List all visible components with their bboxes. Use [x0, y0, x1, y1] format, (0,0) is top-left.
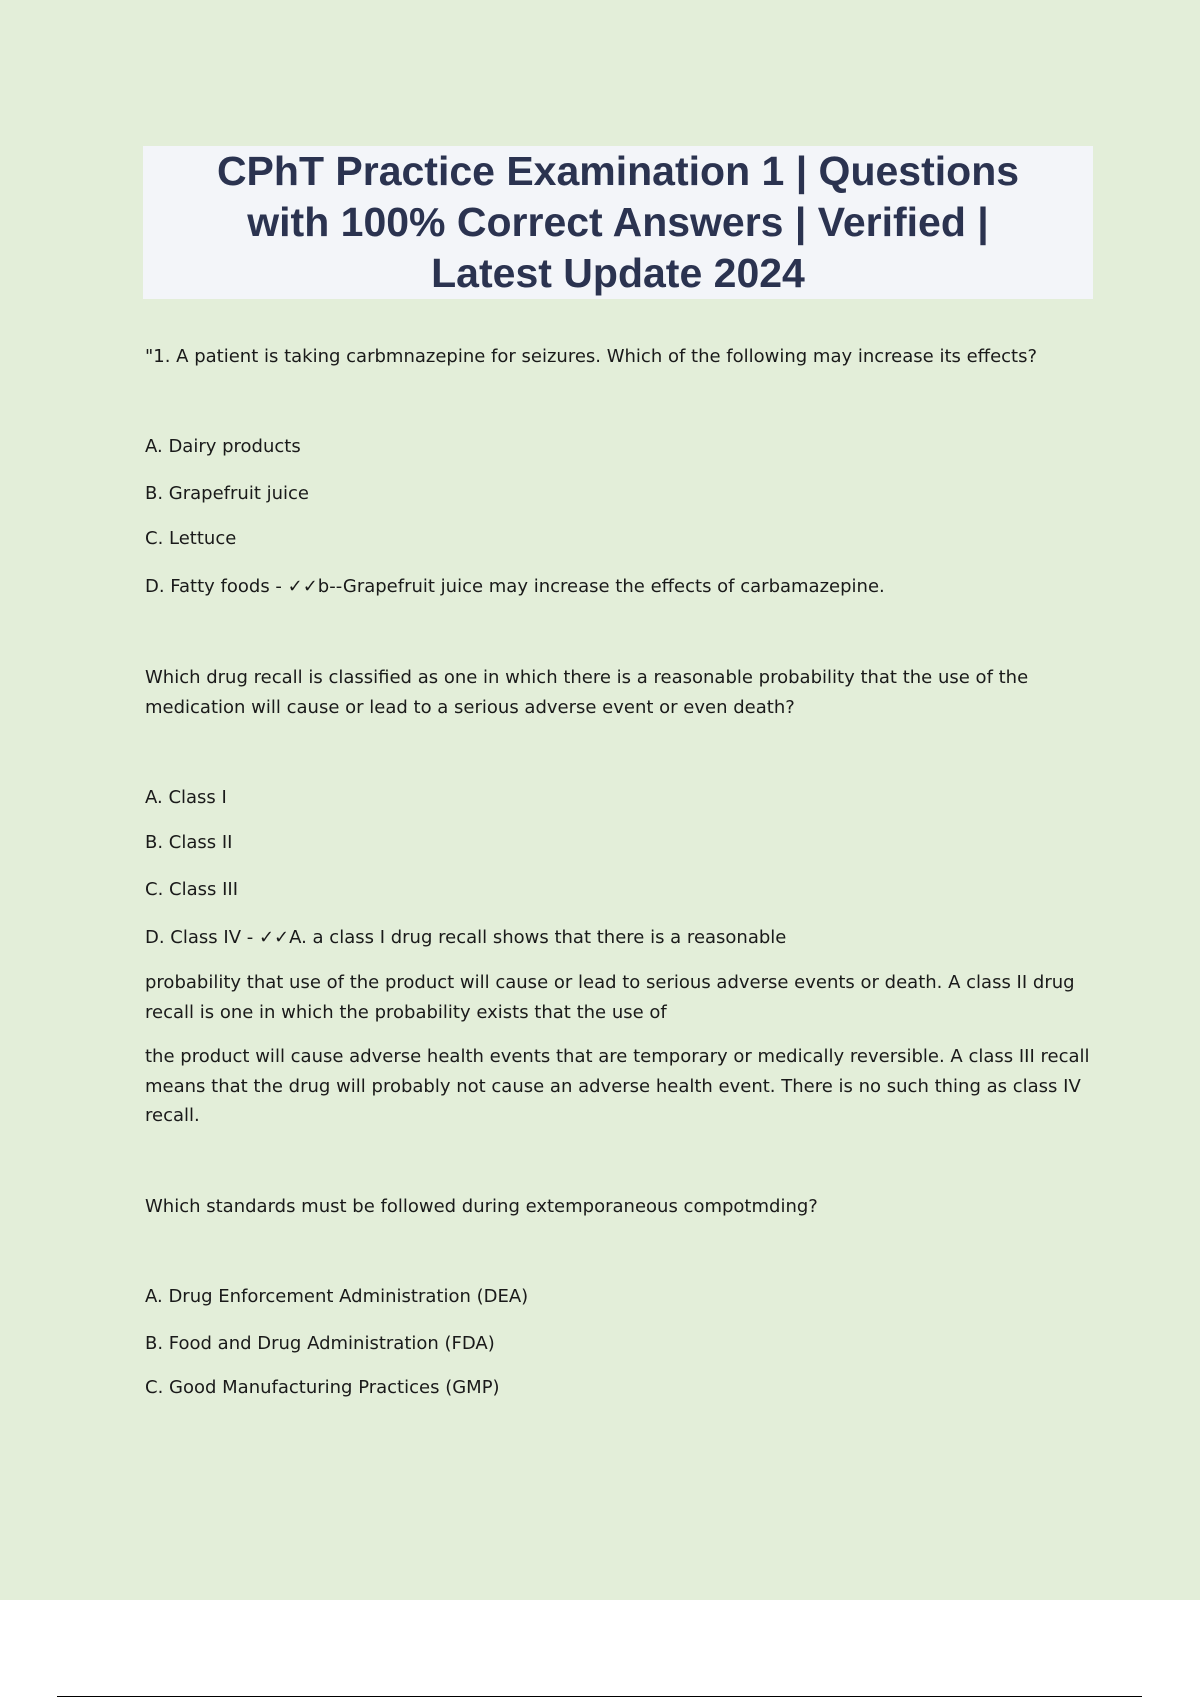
question-1-option-b: B. Grapefruit juice [145, 483, 309, 504]
title-line-1: CPhT Practice Examination 1 | Questions [216, 148, 1020, 194]
question-3-option-a: A. Drug Enforcement Administration (DEA) [145, 1286, 529, 1307]
question-2-explanation-2-line-3: recall. [145, 1105, 200, 1126]
question-2-prompt-line-2: medication will cause or lead to a serious adverse event or even death? [145, 697, 795, 718]
question-3-option-c: C. Good Manufacturing Practices (GMP) [145, 1377, 500, 1398]
question-2-option-d-answer: D. Class IV - ✓✓A. a class I drug recall shows that there is a reasonable [145, 927, 787, 948]
question-2-prompt-line-1: Which drug recall is classified as one in which there is a reasonable probability that the use of the [145, 667, 1029, 688]
question-2-explanation-2-line-2: means that the drug will probably not cause an adverse health event. There is no such thing as class IV [145, 1076, 1081, 1097]
title-banner [143, 146, 1093, 299]
question-3-option-b: B. Food and Drug Administration (FDA) [145, 1333, 495, 1354]
question-1-option-d-answer: D. Fatty foods - ✓✓b--Grapefruit juice may increase the effects of carbamazepine. [145, 576, 885, 597]
question-1-option-c: C. Lettuce [145, 528, 237, 549]
question-2-explanation-1-line-1: probability that use of the product will cause or lead to serious adverse events or death. A class II drug [145, 972, 1075, 993]
question-3-prompt: Which standards must be followed during extemporaneous compotmding? [145, 1196, 818, 1217]
question-1-option-a: A. Dairy products [145, 436, 301, 457]
question-2-explanation-2-line-1: the product will cause adverse health events that are temporary or medically reversible. A class III recall [145, 1046, 1090, 1067]
question-2-option-c: C. Class III [145, 879, 239, 900]
question-2-explanation-1-line-2: recall is one in which the probability exists that the use of [145, 1002, 667, 1023]
title-line-2: with 100% Correct Answers | Verified | [247, 199, 989, 245]
question-2-option-b: B. Class II [145, 832, 233, 853]
title-line-3: Latest Update 2024 [431, 250, 805, 296]
footer-divider [57, 1696, 1142, 1697]
question-1-prompt: "1. A patient is taking carbmnazepine for seizures. Which of the following may increase its effects? [145, 346, 1038, 367]
question-2-option-a: A. Class I [145, 787, 227, 808]
